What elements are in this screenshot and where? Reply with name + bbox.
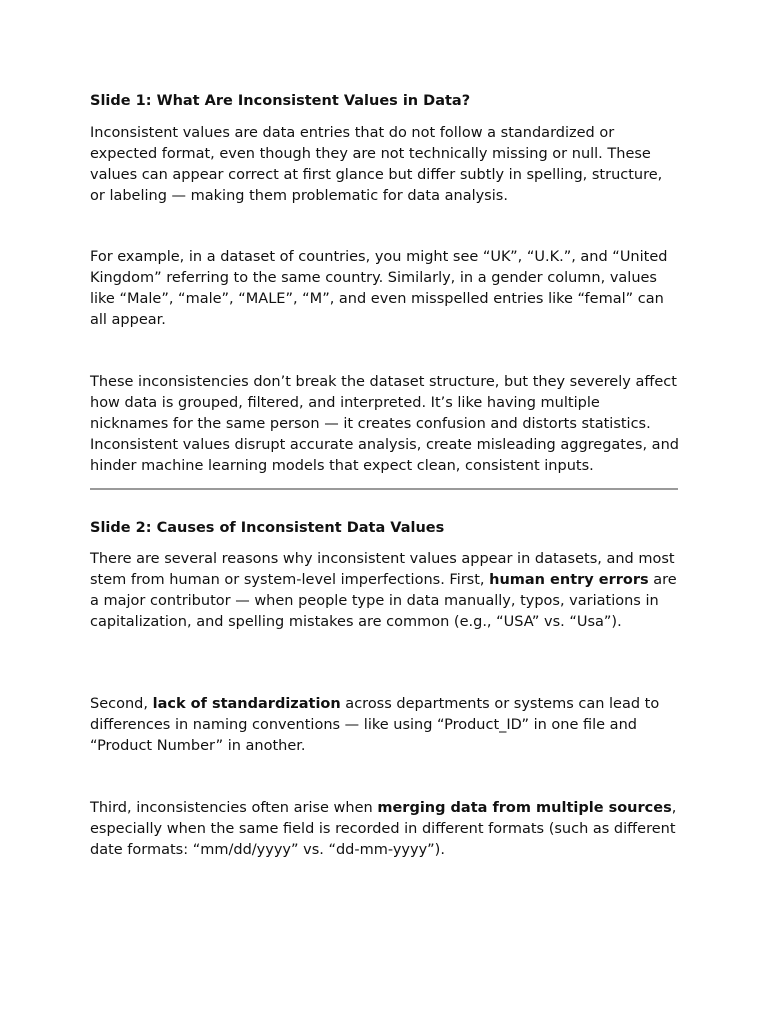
slide-2-p1-text-cont: are a major contributor — when people type in data manually, typos, variations in capitalization, and spelling mistakes are common (e.g., “USA” vs. “Usa”). — [90, 572, 677, 630]
slide-2-p1-text: There are several reasons why inconsistent values appear in datasets, and most stem from human or system-level imperfections. First, — [90, 551, 675, 588]
slide-2-title: Slide 2: Causes of Inconsistent Data Values — [90, 520, 445, 536]
section-divider — [90, 488, 678, 490]
slide-2-paragraph-3 — [90, 798, 680, 861]
slide-2-p3-text-cont: , especially when the same field is recorded in different formats (such as different date formats: “mm/dd/yyyy” vs. “dd-mm-yyyy”). — [90, 800, 677, 858]
slide-2-p1-emphasis: human entry errors — [489, 572, 649, 588]
slide-1-paragraph-2: For example, in a dataset of countries, you might see “UK”, “U.K.”, and “United Kingdom” referring to the same country. Similarly, in a gender column, values like “Male”, “male”, “MALE”, “M”, and even misspelled entries like “femal” can all appear. — [90, 249, 668, 328]
slide-2-paragraph-2 — [90, 694, 680, 757]
slide-2-p2-emphasis: lack of standardization — [152, 696, 341, 712]
slide-2-p3-emphasis: merging data from multiple sources — [377, 800, 672, 816]
slide-2-p2-text: Second, — [90, 696, 153, 712]
slide-1-title: Slide 1: What Are Inconsistent Values in Data? — [90, 93, 471, 109]
slide-2-p3-text: Third, inconsistencies often arise when — [90, 800, 378, 816]
slide-2-p2-text-cont: across departments or systems can lead to differences in naming conventions — like using “Product_ID” in one file and “Product Number” in another. — [90, 696, 660, 754]
slide-2-paragraph-1 — [90, 549, 680, 633]
slide-1-paragraph-1: Inconsistent values are data entries that do not follow a standardized or expected format, even though they are not technically missing or null. These values can appear correct at first glance but differ subtly in spelling, structure, or labeling — making them problematic for data analysis. — [90, 125, 663, 204]
slide-1-paragraph-3: These inconsistencies don’t break the dataset structure, but they severely affect how data is grouped, filtered, and interpreted. It’s like having multiple nicknames for the same person — it creates confusion and distorts statistics. Inconsistent values disrupt accurate analysis, create misleading aggregates, and hinder machine learning models that expect clean, consistent inputs. — [90, 374, 679, 474]
